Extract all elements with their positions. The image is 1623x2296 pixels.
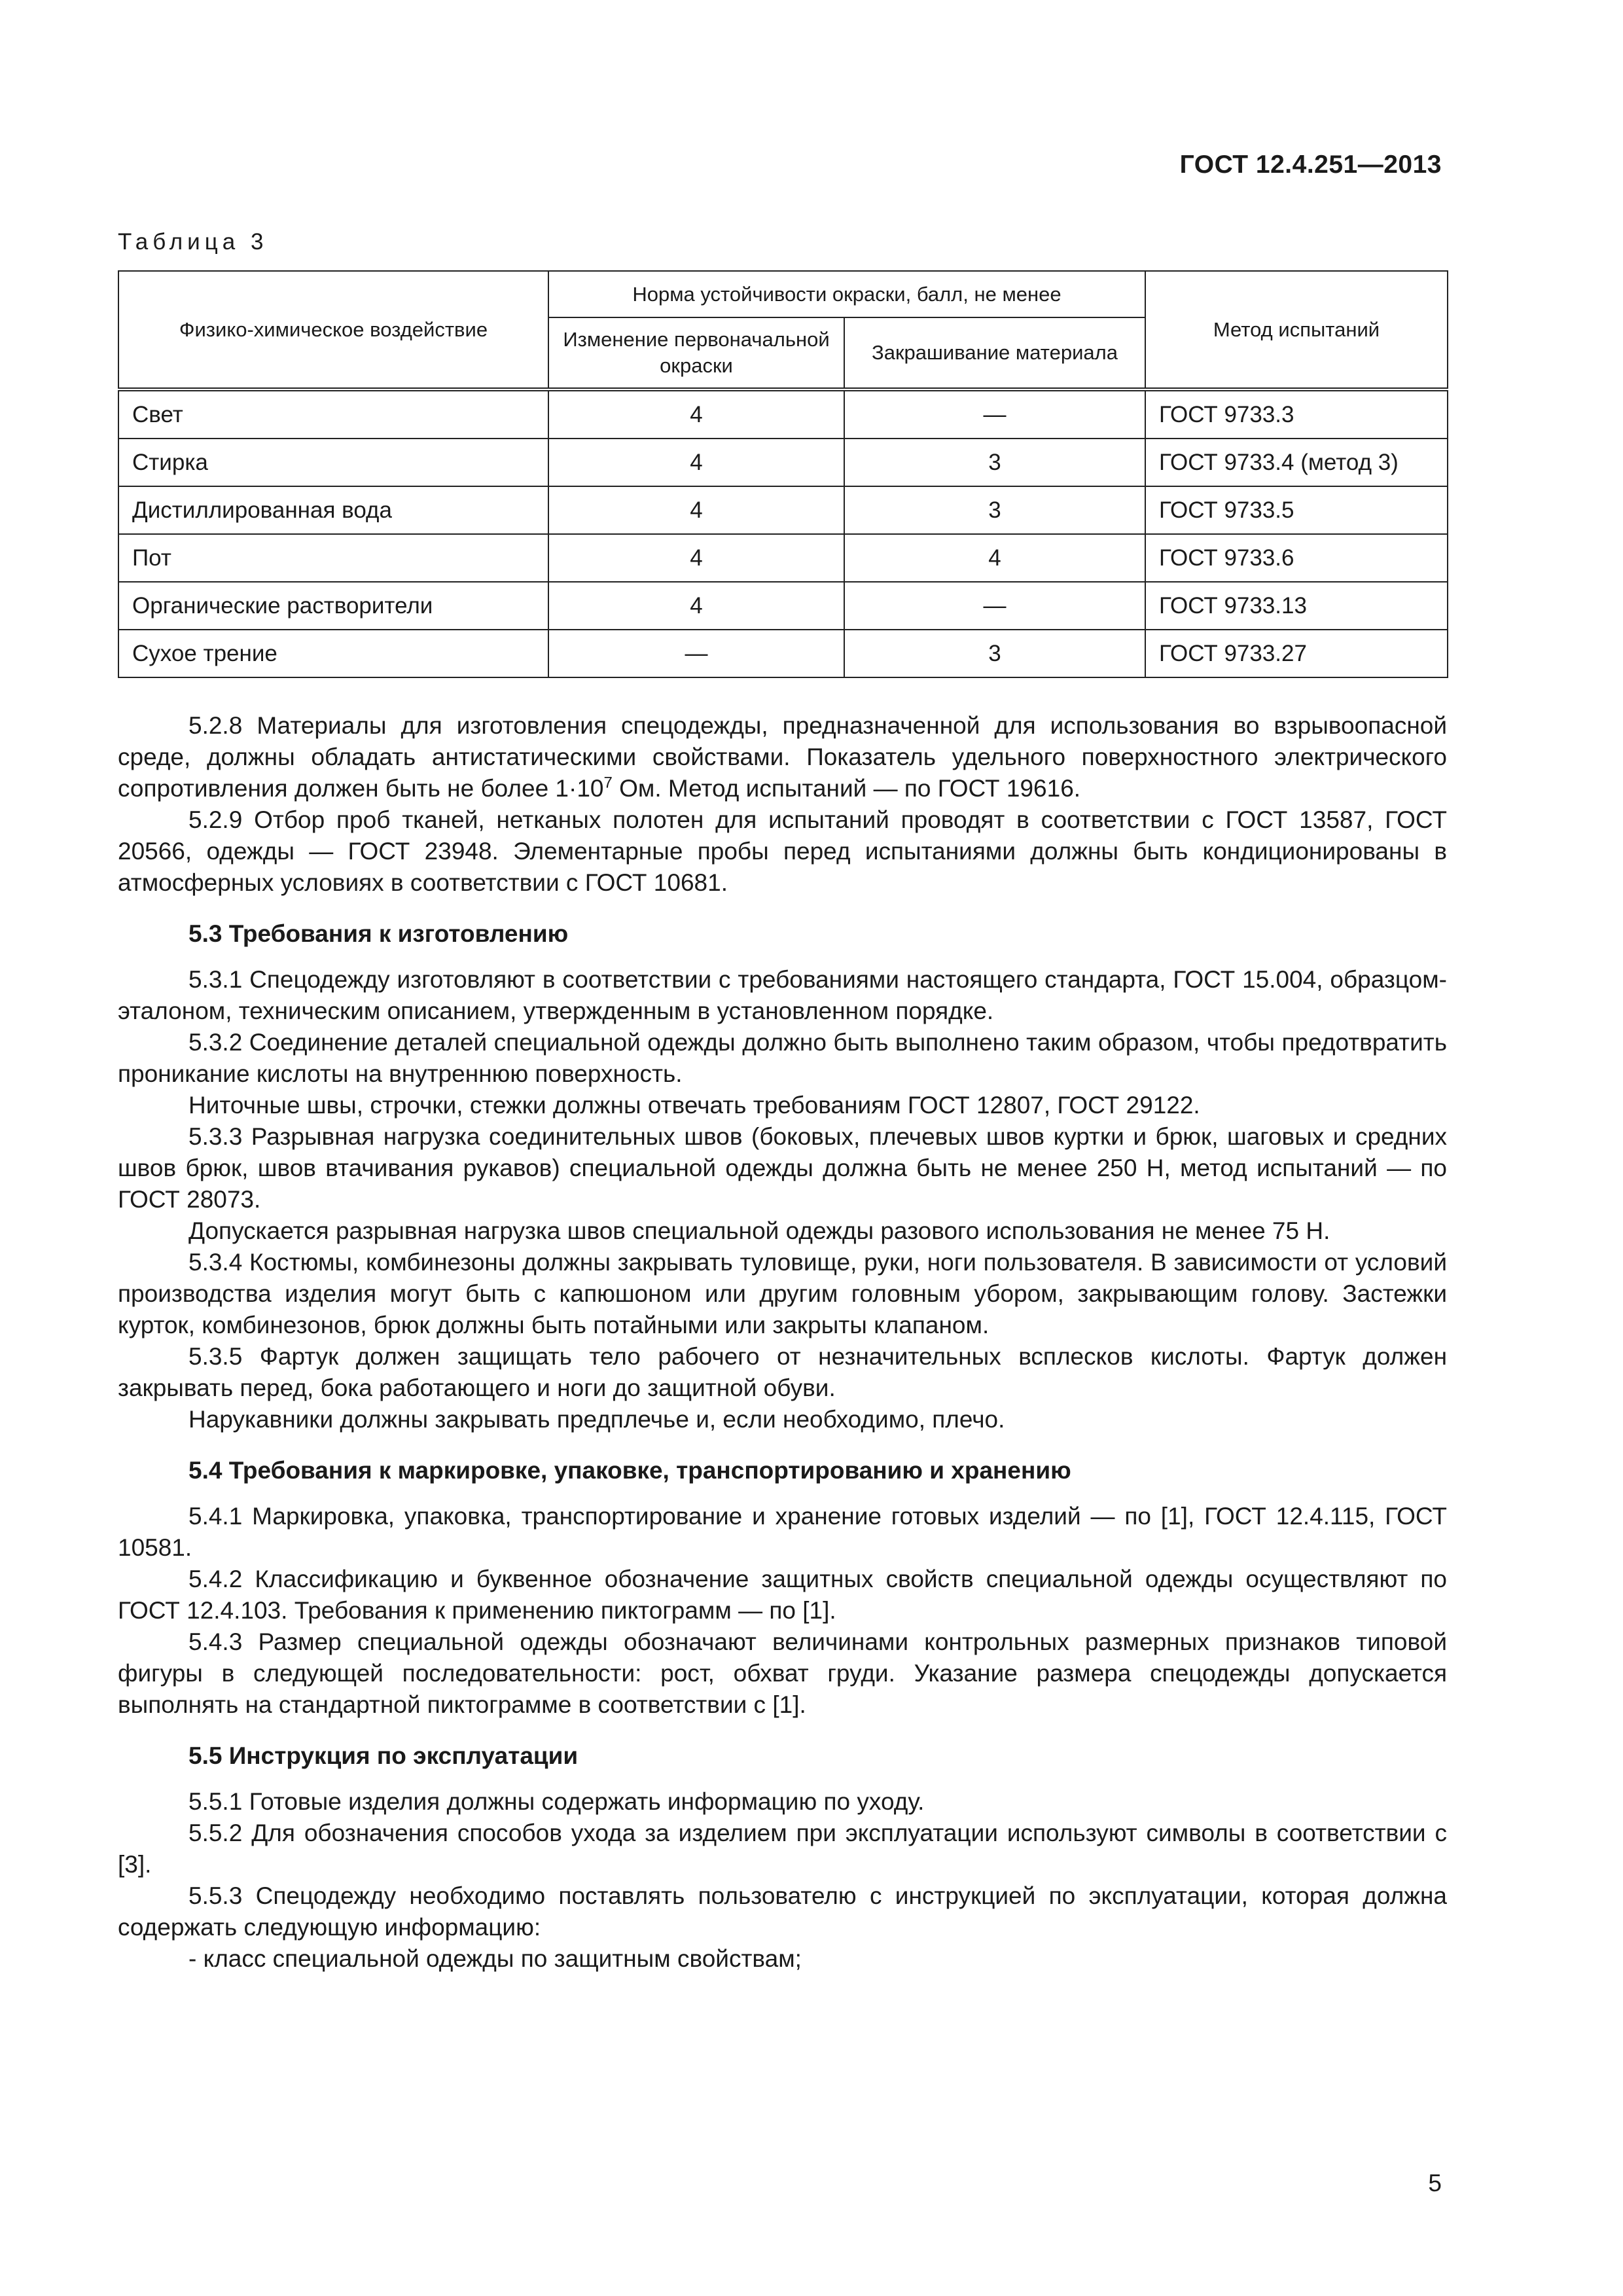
header-color-change: Изменение первоначальной окраски bbox=[548, 317, 844, 389]
paragraph-5-2-8 bbox=[118, 710, 1447, 804]
table-row bbox=[118, 439, 1448, 486]
list-item: - класс специальной одежды по защитным свойствам; bbox=[188, 1945, 802, 1972]
cell-staining: — bbox=[844, 389, 1145, 439]
header-norm-group: Норма устойчивости окраски, балл, не менее bbox=[548, 271, 1145, 317]
cell-change: 4 bbox=[548, 582, 844, 630]
cell-change: 4 bbox=[548, 486, 844, 534]
cell-staining: 4 bbox=[844, 534, 1145, 582]
table-caption: Таблица 3 bbox=[118, 229, 268, 255]
paragraph-5-4-1: 5.4.1 Маркировка, упаковка, транспортирование и хранение готовых изделий — по [1], ГОСТ 12.4.115, ГОСТ 10581. bbox=[118, 1503, 1447, 1561]
table-row bbox=[118, 630, 1448, 677]
cell-method: ГОСТ 9733.6 bbox=[1145, 534, 1448, 582]
colorfastness-table bbox=[118, 270, 1448, 678]
cell-impact: Органические растворители bbox=[118, 582, 548, 630]
cell-change: 4 bbox=[548, 389, 844, 439]
header-staining: Закрашивание материала bbox=[844, 317, 1145, 389]
section-heading-5-4: 5.4 Требования к маркировке, упаковке, транспортированию и хранению bbox=[188, 1457, 1071, 1484]
cell-staining: 3 bbox=[844, 439, 1145, 486]
page-number: 5 bbox=[1428, 2170, 1442, 2197]
header-method: Метод испытаний bbox=[1145, 271, 1448, 389]
table-row bbox=[118, 389, 1448, 439]
cell-impact: Стирка bbox=[118, 439, 548, 486]
cell-method: ГОСТ 9733.5 bbox=[1145, 486, 1448, 534]
paragraph-5-4-3: 5.4.3 Размер специальной одежды обозначают величинами контрольных размерных признаков типовой фигуры в следующей последовательности: рост, обхват груди. Указание размера спецодежды допускается выполнять на стандартной пиктограмме в соответствии с [1]. bbox=[118, 1628, 1447, 1718]
paragraph-5-3-2: 5.3.2 Соединение деталей специальной одежды должно быть выполнено таким образом, чтобы предотвратить проникание кислоты на внутреннюю поверхность. bbox=[118, 1029, 1447, 1087]
cell-method: ГОСТ 9733.13 bbox=[1145, 582, 1448, 630]
paragraph-5-3-1: 5.3.1 Спецодежду изготовляют в соответствии с требованиями настоящего стандарта, ГОСТ 15.004, образцом-эталоном, техническим описанием, утвержденным в установленном порядке. bbox=[118, 966, 1447, 1024]
cell-method: ГОСТ 9733.4 (метод 3) bbox=[1145, 439, 1448, 486]
paragraph-5-3-5-b: Нарукавники должны закрывать предплечье и, если необходимо, плечо. bbox=[188, 1406, 1005, 1433]
cell-change: 4 bbox=[548, 439, 844, 486]
cell-staining: 3 bbox=[844, 486, 1145, 534]
table-row bbox=[118, 486, 1448, 534]
paragraph-5-2-9: 5.2.9 Отбор проб тканей, нетканых полотен для испытаний проводят в соответствии с ГОСТ 13587, ГОСТ 20566, одежды — ГОСТ 23948. Элементарные пробы перед испытаниями должны быть кондиционированы в атмосферных условиях в соответствии с ГОСТ 10681. bbox=[118, 806, 1447, 896]
paragraph-5-4-2: 5.4.2 Классификацию и буквенное обозначение защитных свойств специальной одежды осуществляют по ГОСТ 12.4.103. Требования к применению пиктограмм — по [1]. bbox=[118, 1566, 1447, 1624]
exponent: 7 bbox=[603, 774, 613, 792]
cell-method: ГОСТ 9733.3 bbox=[1145, 389, 1448, 439]
table-row bbox=[118, 582, 1448, 630]
paragraph-5-3-5: 5.3.5 Фартук должен защищать тело рабочего от незначительных всплесков кислоты. Фартук должен закрывать перед, бока работающего и ноги до защитной обуви. bbox=[118, 1343, 1447, 1401]
paragraph-5-5-1: 5.5.1 Готовые изделия должны содержать информацию по уходу. bbox=[188, 1788, 925, 1815]
cell-impact: Дистиллированная вода bbox=[118, 486, 548, 534]
paragraph-5-5-2: 5.5.2 Для обозначения способов ухода за изделием при эксплуатации используют символы в соответствии с [3]. bbox=[118, 1820, 1447, 1878]
cell-staining: 3 bbox=[844, 630, 1145, 677]
cell-method: ГОСТ 9733.27 bbox=[1145, 630, 1448, 677]
header-impact: Физико-химическое воздействие bbox=[118, 271, 548, 389]
paragraph-5-3-3-b: Допускается разрывная нагрузка швов специальной одежды разового использования не менее 75 Н. bbox=[188, 1217, 1330, 1244]
paragraph-5-2-8-text-a: 5.2.8 Материалы для изготовления спецодежды, предназначенной для использования во взрывоопасной среде, должны обладать антистатическими свойствами. Показатель удельного поверхностного электрического сопротивления должен быть не более 1·10 bbox=[118, 712, 1447, 802]
table-row bbox=[118, 534, 1448, 582]
document-code: ГОСТ 12.4.251—2013 bbox=[1179, 151, 1442, 179]
document-body bbox=[118, 710, 1447, 1975]
section-heading-5-3: 5.3 Требования к изготовлению bbox=[188, 920, 569, 947]
paragraph-5-3-2-b: Ниточные швы, строчки, стежки должны отвечать требованиям ГОСТ 12807, ГОСТ 29122. bbox=[188, 1092, 1200, 1119]
cell-impact: Сухое трение bbox=[118, 630, 548, 677]
paragraph-5-3-3: 5.3.3 Разрывная нагрузка соединительных швов (боковых, плечевых швов куртки и брюк, шаговых и средних швов брюк, швов втачивания рукавов) специальной одежды должна быть не менее 250 Н, метод испытаний — по ГОСТ 28073. bbox=[118, 1123, 1447, 1213]
cell-change: 4 bbox=[548, 534, 844, 582]
section-heading-5-5: 5.5 Инструкция по эксплуатации bbox=[188, 1742, 579, 1769]
cell-impact: Свет bbox=[118, 389, 548, 439]
cell-staining: — bbox=[844, 582, 1145, 630]
paragraph-5-3-4: 5.3.4 Костюмы, комбинезоны должны закрывать туловище, руки, ноги пользователя. В зависимости от условий производства изделия могут быть с капюшоном или другим головным убором, закрывающим голову. Застежки курток, комбинезонов, брюк должны быть потайными или закрыты клапаном. bbox=[118, 1249, 1447, 1338]
cell-impact: Пот bbox=[118, 534, 548, 582]
paragraph-5-5-3: 5.5.3 Спецодежду необходимо поставлять пользователю с инструкцией по эксплуатации, которая должна содержать следующую информацию: bbox=[118, 1882, 1447, 1941]
paragraph-5-2-8-text-b: Ом. Метод испытаний — по ГОСТ 19616. bbox=[612, 775, 1081, 802]
cell-change: — bbox=[548, 630, 844, 677]
